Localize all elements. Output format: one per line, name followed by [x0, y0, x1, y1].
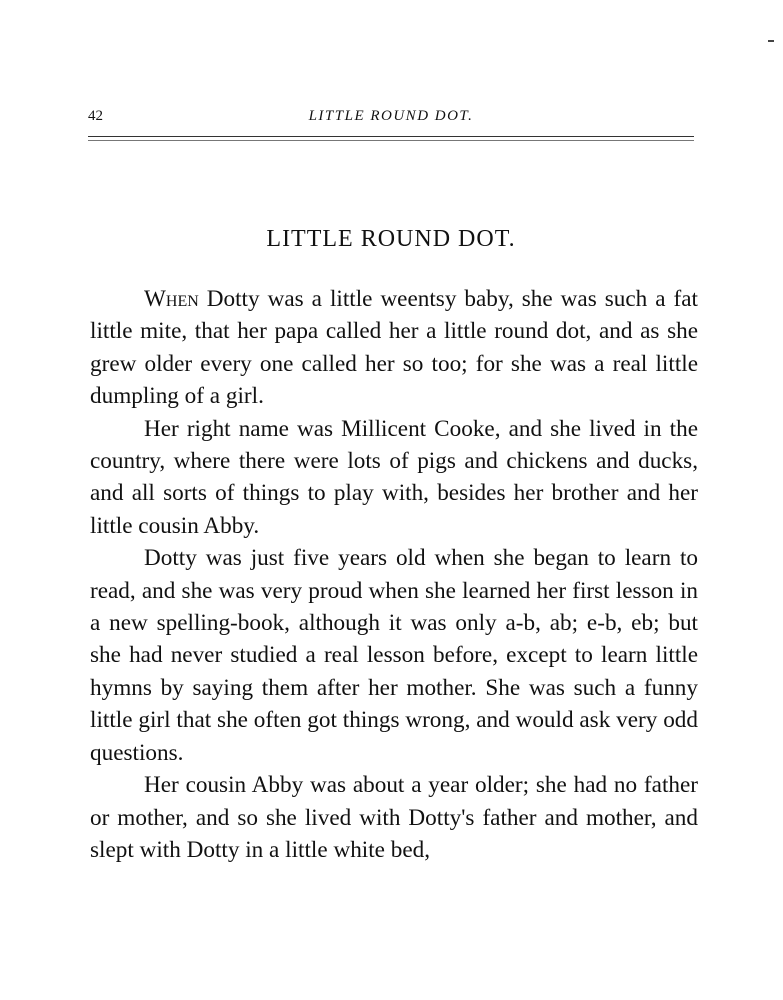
paragraph-text: Her right name was Millicent Cooke, and she lived in the country, where there were lots of pigs and chickens and ducks, and all sorts of things to play with, besides her brother and her little cousin Abby. [90, 415, 698, 539]
paragraph-text: Dotty was a little weentsy baby, she was such a fat little mite, that her papa called her a little round dot, and as she grew older every one called her so too; for she was a real little dumpling of a girl. [90, 286, 698, 410]
header-rule-secondary [88, 140, 694, 141]
paragraph-text: Her cousin Abby was about a year older; she had no father or mother, and so she lived with Dotty's father and mother, and slept with Dotty in a little white bed, [90, 772, 698, 863]
paragraph-lead-word: When [144, 286, 199, 312]
page-speck [768, 40, 774, 42]
body-text [90, 283, 698, 866]
header-rule [88, 136, 694, 137]
paragraph-1 [90, 283, 698, 413]
paragraph-2 [90, 413, 698, 543]
page-number: 42 [88, 108, 103, 124]
paragraph-text: Dotty was just five years old when she began to learn to read, and she was very proud when she learned her first lesson in a new spelling-book, although it was only a-b, ab; e-b, eb; but she had never studied a real lesson before, except to learn little hymns by saying them after her mother. She was such a funny little girl that she often got things wrong, and would ask very odd questions. [90, 545, 698, 766]
chapter-title: LITTLE ROUND DOT. [266, 226, 516, 252]
paragraph-3 [90, 542, 698, 769]
running-title: LITTLE ROUND DOT. [308, 108, 474, 124]
running-head [88, 108, 694, 130]
paragraph-4 [90, 769, 698, 866]
